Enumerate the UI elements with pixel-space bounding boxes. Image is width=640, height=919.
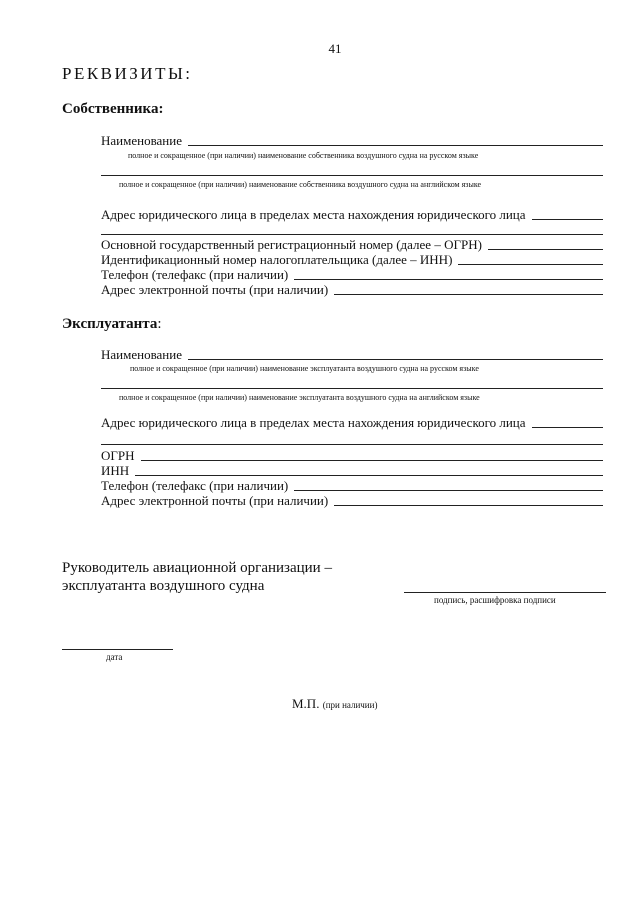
owner-heading: Собственника: xyxy=(62,101,164,117)
owner-ogrn-field[interactable] xyxy=(101,237,603,253)
owner-inn-line[interactable] xyxy=(458,263,603,265)
operator-email-field[interactable] xyxy=(101,493,603,509)
operator-name-hint-en: полное и сокращенное (при наличии) наименование эксплуатанта воздушного судна на английском языке xyxy=(119,393,480,402)
owner-name-hint-ru: полное и сокращенное (при наличии) наименование собственника воздушного судна на русском языке xyxy=(128,151,479,160)
owner-phone-field[interactable] xyxy=(101,267,603,283)
operator-heading-colon: : xyxy=(157,316,162,332)
operator-address-line-2[interactable] xyxy=(101,444,603,445)
owner-email-field[interactable] xyxy=(101,282,603,298)
owner-inn-label: Идентификационный номер налогоплательщика (далее – ИНН) xyxy=(101,252,453,267)
owner-address-line[interactable] xyxy=(532,218,603,220)
signature-hint: подпись, расшифровка подписи xyxy=(434,595,556,605)
operator-email-label: Адрес электронной почты (при наличии) xyxy=(101,493,329,508)
page-title: РЕКВИЗИТЫ: xyxy=(62,64,193,83)
owner-name-label: Наименование xyxy=(101,133,182,148)
owner-name-en-line[interactable] xyxy=(101,175,603,176)
owner-email-label: Адрес электронной почты (при наличии) xyxy=(101,282,329,297)
owner-ogrn-label: Основной государственный регистрационный номер (далее – ОГРН) xyxy=(101,237,482,252)
owner-address-label: Адрес юридического лица в пределах места нахождения юридического лица xyxy=(101,207,526,222)
operator-ogrn-field[interactable] xyxy=(101,448,603,464)
owner-name-hint-en: полное и сокращенное (при наличии) наименование собственника воздушного судна на английском языке xyxy=(119,180,482,189)
operator-phone-line[interactable] xyxy=(294,489,603,491)
signatory-title-line-2: эксплуатанта воздушного судна xyxy=(62,578,265,594)
owner-phone-label: Телефон (телефакс (при наличии) xyxy=(101,267,289,282)
owner-address-line-2[interactable] xyxy=(101,234,603,235)
operator-address-label: Адрес юридического лица в пределах места нахождения юридического лица xyxy=(101,415,526,430)
stamp-hint: (при наличии) xyxy=(322,700,378,710)
operator-address-line[interactable] xyxy=(532,426,603,428)
date-hint: дата xyxy=(106,652,123,662)
owner-address-field[interactable] xyxy=(101,207,603,223)
operator-inn-field[interactable] xyxy=(101,463,603,479)
stamp-label: М.П. xyxy=(292,696,320,711)
operator-inn-label: ИНН xyxy=(101,463,130,478)
signature-line[interactable] xyxy=(404,592,606,593)
owner-ogrn-line[interactable] xyxy=(488,248,603,250)
stamp-place xyxy=(292,696,377,712)
date-line[interactable] xyxy=(62,649,173,650)
owner-email-line[interactable] xyxy=(334,293,603,295)
owner-name-field[interactable] xyxy=(101,133,603,149)
operator-name-en-line[interactable] xyxy=(101,388,603,389)
owner-phone-line[interactable] xyxy=(294,278,603,280)
operator-inn-line[interactable] xyxy=(135,474,603,476)
operator-ogrn-line[interactable] xyxy=(141,459,603,461)
operator-heading xyxy=(62,316,162,333)
signatory-title-line-1: Руководитель авиационной организации – xyxy=(62,560,332,576)
operator-phone-field[interactable] xyxy=(101,478,603,494)
operator-phone-label: Телефон (телефакс (при наличии) xyxy=(101,478,289,493)
operator-heading-text: Эксплуатанта xyxy=(62,316,158,332)
operator-ogrn-label: ОГРН xyxy=(101,448,135,463)
operator-name-field[interactable] xyxy=(101,347,603,363)
operator-email-line[interactable] xyxy=(334,504,603,506)
operator-name-line[interactable] xyxy=(188,358,603,360)
operator-address-field[interactable] xyxy=(101,415,603,431)
page-number: 41 xyxy=(328,41,342,56)
operator-name-label: Наименование xyxy=(101,347,182,362)
owner-name-line[interactable] xyxy=(188,144,603,146)
owner-inn-field[interactable] xyxy=(101,252,603,268)
operator-name-hint-ru: полное и сокращенное (при наличии) наименование эксплуатанта воздушного судна на русском языке xyxy=(130,364,479,373)
